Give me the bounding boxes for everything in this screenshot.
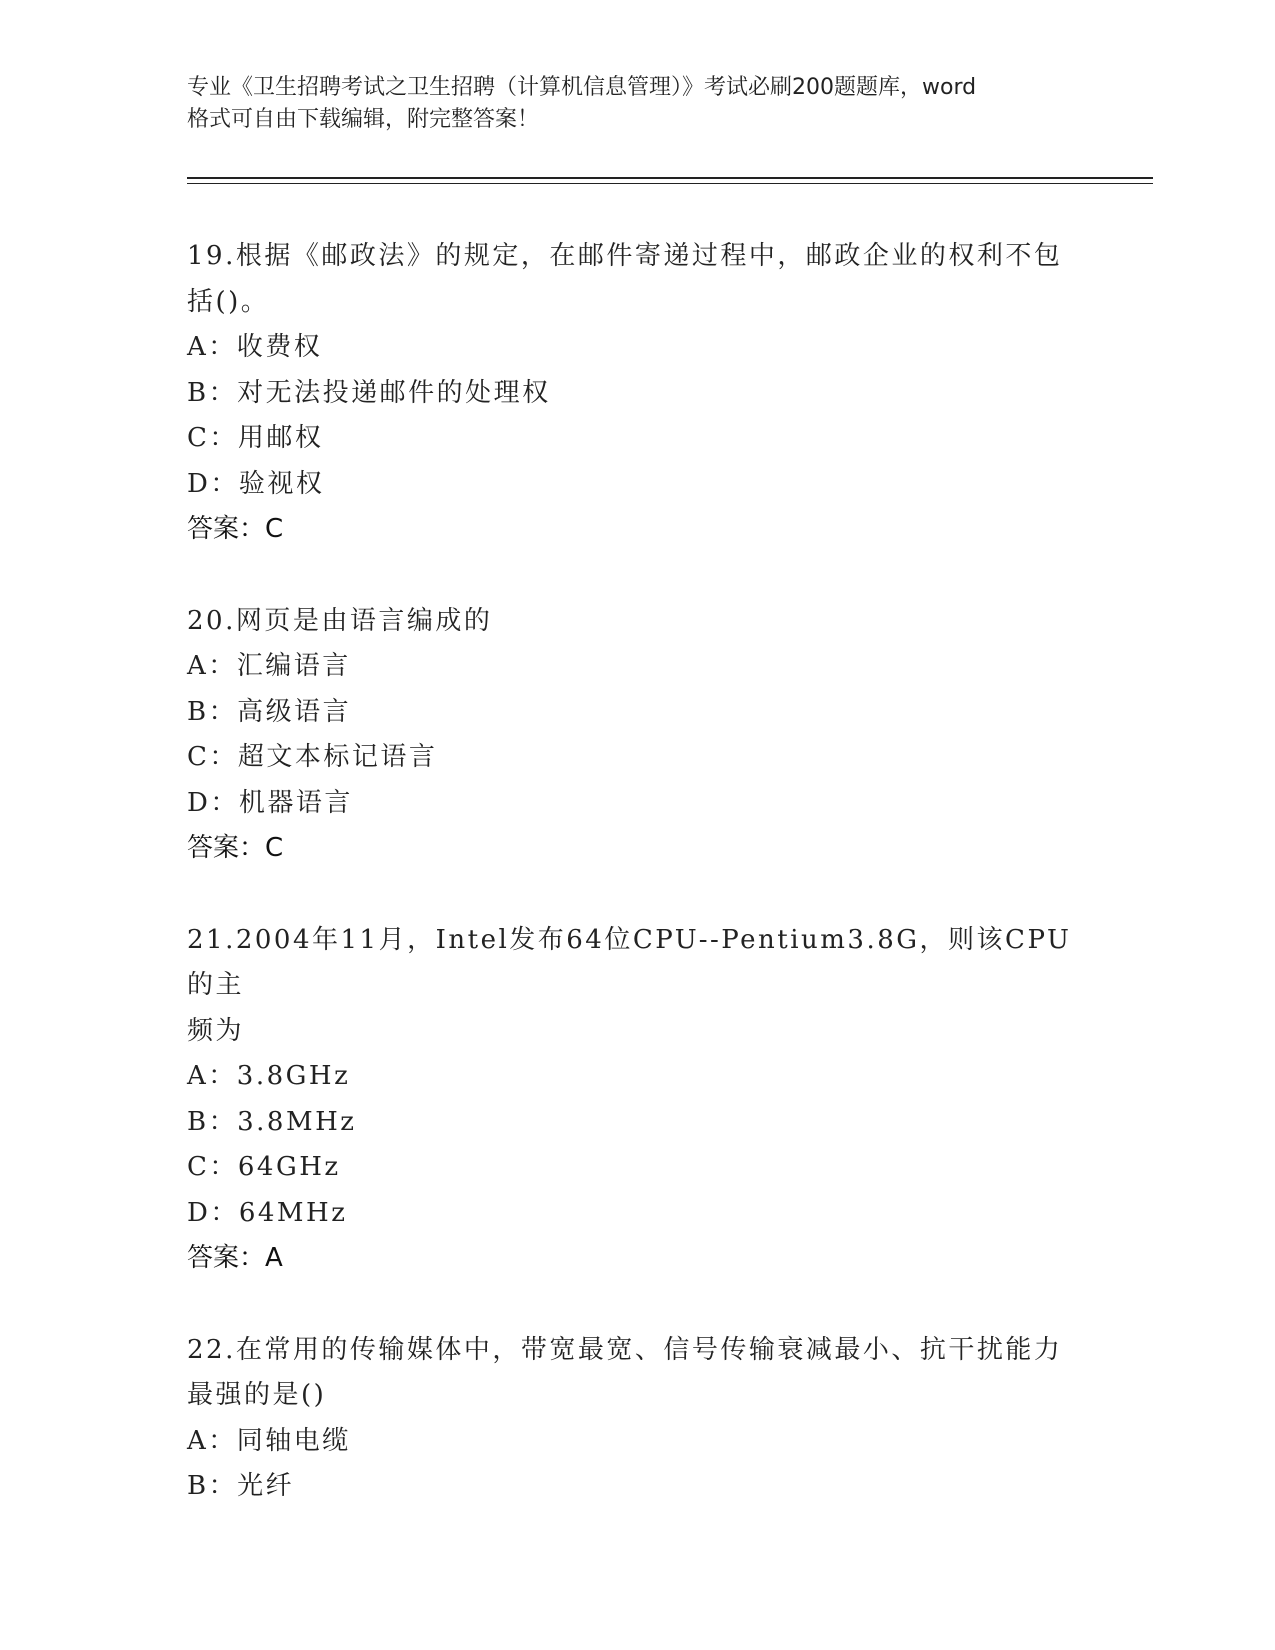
option-b: B：光纤 [187, 1471, 295, 1501]
option-c: C：超文本标记语言 [187, 742, 438, 772]
answer: 答案：A [187, 1243, 283, 1273]
option-d: D：验视权 [187, 468, 325, 499]
option-a: A：同轴电缆 [187, 1425, 351, 1456]
header-line-2: 格式可自由下载编辑，附完整答案！ [187, 107, 540, 132]
option-a: A：3.8GHz [187, 1061, 351, 1091]
header-rule-thick [187, 177, 1153, 179]
document-header [187, 72, 1087, 136]
answer: 答案：C [187, 514, 284, 544]
option-b: B：对无法投递邮件的处理权 [187, 377, 551, 408]
option-d: D：机器语言 [187, 787, 353, 818]
option-a: A：收费权 [187, 332, 323, 362]
option-b: B：高级语言 [187, 696, 352, 727]
question-text: 频为 [187, 1015, 245, 1046]
option-c: C：用邮权 [187, 423, 324, 453]
header-rule-thin [187, 183, 1153, 184]
option-c: C：64GHz [187, 1152, 341, 1182]
question-text: 21.2004年11月，Intel发布64位CPU--Pentium3.8G，则该CPU的主 [187, 924, 1072, 1000]
question-text: 22.在常用的传输媒体中，带宽最宽、信号传输衰减最小、抗干扰能力 [187, 1334, 1063, 1365]
question-list [187, 234, 1087, 1556]
question-text: 19.根据《邮政法》的规定，在邮件寄递过程中，邮政企业的权利不包 [187, 241, 1063, 271]
question-text: 括()。 [187, 286, 270, 317]
header-line-1: 专业《卫生招聘考试之卫生招聘（计算机信息管理）》考试必刷200题题库，word [187, 75, 977, 100]
option-a: A：汇编语言 [187, 651, 351, 681]
question-19 [187, 234, 1087, 553]
question-22 [187, 1328, 1087, 1510]
answer: 答案：C [187, 833, 284, 863]
option-d: D：64MHz [187, 1197, 348, 1228]
question-text: 20.网页是由语言编成的 [187, 605, 493, 636]
question-21 [187, 918, 1087, 1282]
question-20 [187, 599, 1087, 872]
question-text: 最强的是() [187, 1380, 327, 1410]
option-b: B：3.8MHz [187, 1106, 357, 1137]
